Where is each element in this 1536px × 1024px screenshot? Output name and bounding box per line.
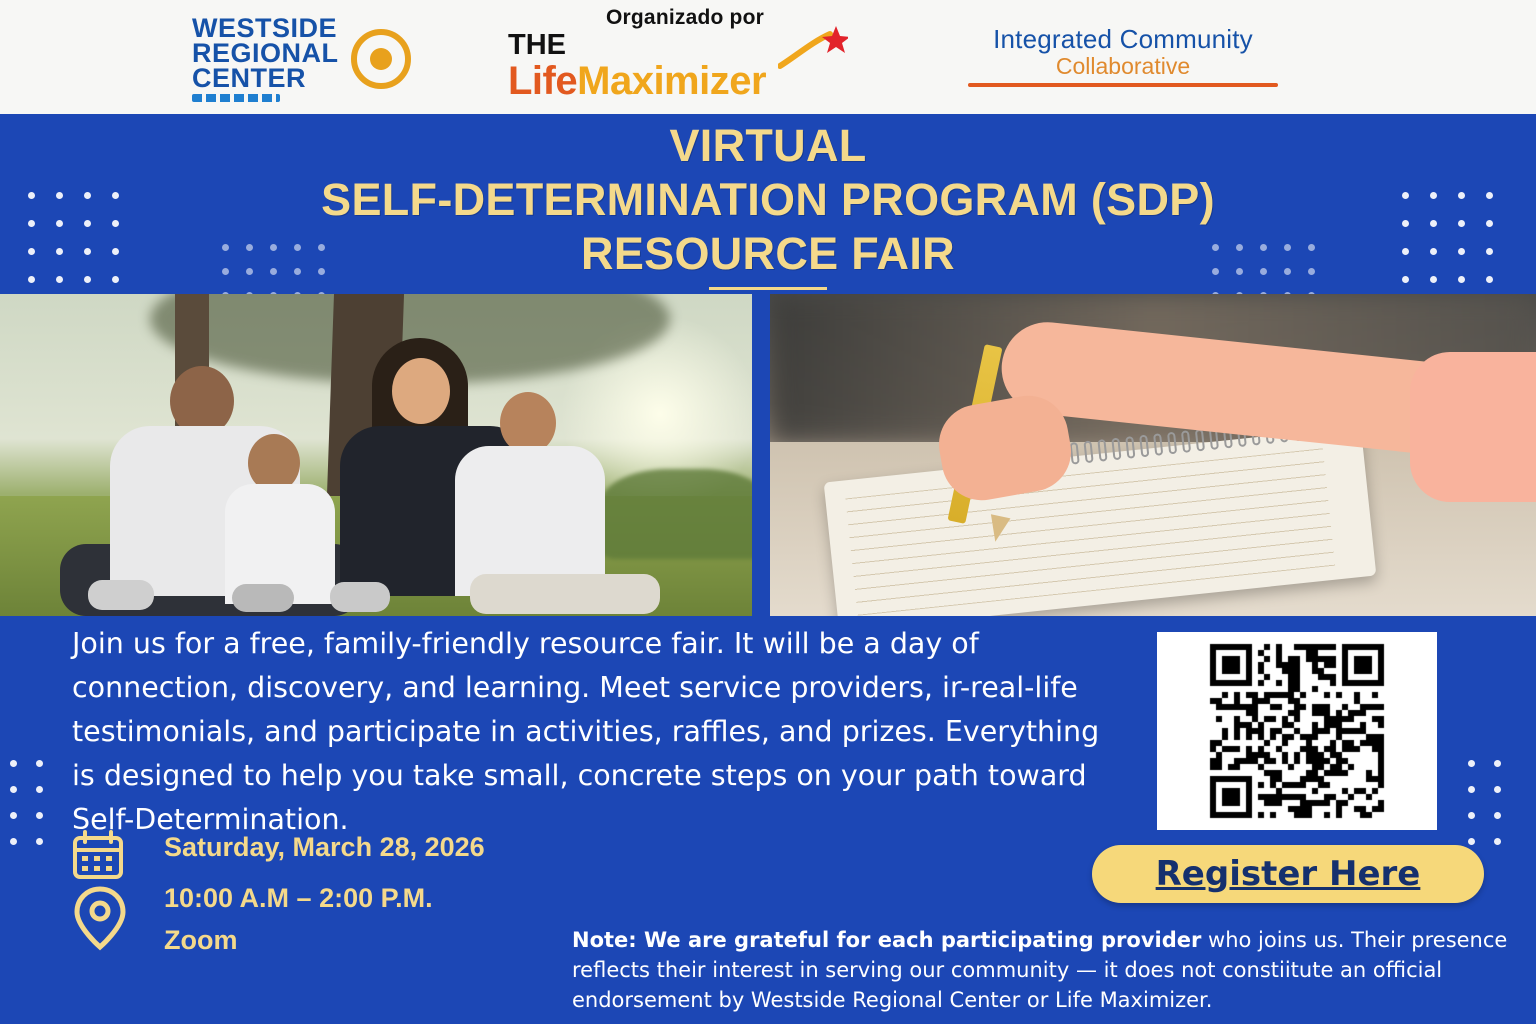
register-here-button[interactable] <box>1092 845 1484 903</box>
event-platform: Zoom <box>164 925 238 955</box>
page-title <box>321 119 1215 290</box>
note-bold-text: Note: We are grateful for each participating provider <box>572 928 1202 952</box>
event-time: 10:00 A.M – 2:00 P.M. <box>164 883 433 913</box>
icc-line-1: Integrated Community <box>993 24 1253 54</box>
note-rest-text: who joins us. Their presence reflects their interest in serving our community — it does not constiitute an official endorsement by Westside Regional Center or Life Maximizer. <box>572 928 1508 1012</box>
integrated-community-collaborative-logo <box>968 24 1278 87</box>
title-line-2: SELF-DETERMINATION PROGRAM (SDP) <box>321 173 1215 225</box>
title-underline <box>709 287 827 290</box>
wave-icon <box>192 94 280 102</box>
photo-family-outdoors <box>0 294 752 616</box>
title-line-3: RESOURCE FAIR <box>581 227 955 279</box>
register-here-label: Register Here <box>1155 854 1421 894</box>
wrc-line-3: CENTER <box>192 63 307 93</box>
title-band <box>0 114 1536 294</box>
shooting-star-icon <box>778 24 848 70</box>
wrc-line-1: WESTSIDE <box>192 13 338 43</box>
spiral-circle-icon <box>351 29 411 89</box>
title-line-1: VIRTUAL <box>669 119 867 171</box>
photo-row <box>0 294 1536 616</box>
disclaimer-note <box>572 925 1522 1015</box>
qr-code[interactable] <box>1157 632 1437 830</box>
icc-line-2: Collaborative <box>1055 53 1191 79</box>
icc-divider <box>968 83 1278 87</box>
event-date: Saturday, March 28, 2026 <box>164 832 485 862</box>
wrc-line-2: REGIONAL <box>192 38 339 68</box>
header-logo-bar <box>0 0 1536 114</box>
location-pin-icon <box>72 885 128 951</box>
photo-woman-writing <box>770 294 1536 616</box>
lm-life-text: Life <box>508 59 578 103</box>
lm-maximizer-text: Maximizer <box>577 59 767 103</box>
lm-the-label: THE <box>508 29 566 61</box>
westside-regional-center-logo <box>192 13 432 96</box>
description-paragraph: Join us for a free, family-friendly resource fair. It will be a day of connection, discovery, and learning. Meet service providers, ir-real-life testimonials, and participate in activities, raffles, and prizes. Everything is designed to help you take small, concrete steps on your path toward Self-Determination. <box>72 627 1100 836</box>
life-maximizer-logo <box>500 6 870 102</box>
calendar-icon <box>72 830 124 880</box>
organized-by-label: Organizado por <box>606 6 764 29</box>
